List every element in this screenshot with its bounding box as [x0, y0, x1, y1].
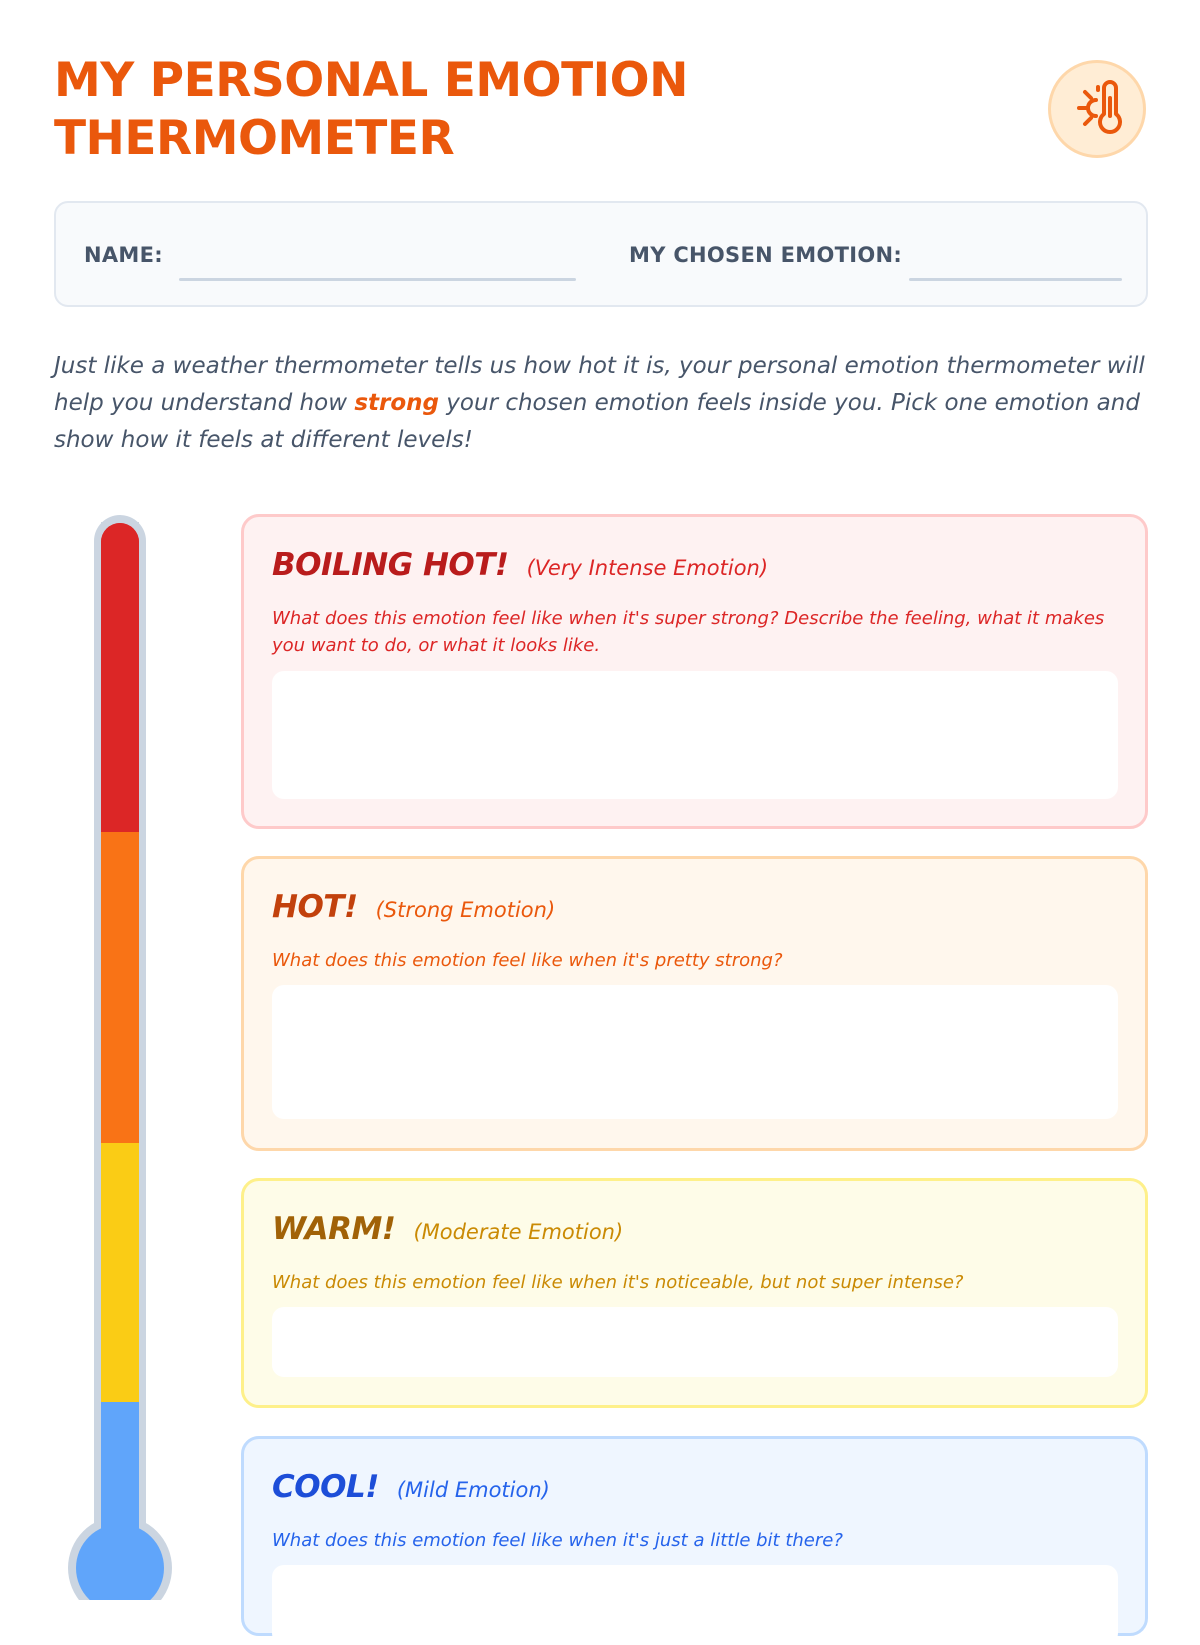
level-card-warm: [241, 1178, 1148, 1408]
thermometer-sun-icon: [1066, 78, 1128, 140]
thermometer-segment-hot: [101, 832, 139, 1145]
level-question: What does this emotion feel like when it's super strong? Describe the feeling, what it makes you want to do, or what it looks like.: [272, 608, 1105, 656]
chosen-emotion-label: MY CHOSEN EMOTION:: [629, 243, 903, 267]
level-subtitle: (Moderate Emotion): [413, 1220, 624, 1244]
thermometer-segment-boiling: [101, 522, 139, 834]
answer-box-warm[interactable]: [272, 1307, 1118, 1377]
level-heading: [272, 547, 768, 583]
level-subtitle: (Strong Emotion): [375, 898, 556, 922]
level-heading: [272, 889, 555, 925]
answer-box-hot[interactable]: [272, 985, 1118, 1119]
level-card-hot: [241, 856, 1148, 1151]
thermometer-badge: [1048, 60, 1146, 158]
level-question: What does this emotion feel like when it's just a little bit there?: [272, 1530, 843, 1551]
page-title: MY PERSONAL EMOTION THERMOMETER: [54, 53, 688, 166]
level-title: BOILING HOT!: [272, 547, 509, 583]
level-heading: [272, 1469, 550, 1505]
level-title: COOL!: [272, 1469, 379, 1505]
name-field[interactable]: [179, 278, 576, 281]
intro-paragraph: [54, 348, 1154, 459]
level-heading: [272, 1211, 623, 1247]
chosen-emotion-field[interactable]: [909, 278, 1122, 281]
thermometer-segment-cool: [101, 1402, 139, 1572]
level-subtitle: (Mild Emotion): [396, 1478, 550, 1502]
level-card-cool: [241, 1436, 1148, 1636]
level-subtitle: (Very Intense Emotion): [526, 556, 769, 580]
answer-box-cool[interactable]: [272, 1565, 1118, 1645]
student-info-box: [54, 201, 1148, 307]
thermometer-segment-warm: [101, 1143, 139, 1404]
level-question: What does this emotion feel like when it's pretty strong?: [272, 950, 783, 971]
intro-text-start: Just like a weather thermometer tells us how hot it is, your personal emotion thermometer will help you understand how: [54, 353, 1145, 416]
level-card-boiling-hot: [241, 514, 1148, 829]
name-label: NAME:: [84, 243, 163, 267]
level-question: What does this emotion feel like when it's noticeable, but not super intense?: [272, 1272, 964, 1293]
emotion-thermometer: [0, 510, 200, 1600]
intro-emphasis: strong: [354, 390, 439, 416]
answer-box-boiling-hot[interactable]: [272, 671, 1118, 799]
intro-text-end: your chosen emotion feels inside you. Pick one emotion and show how it feels at different levels!: [54, 390, 1140, 453]
level-title: HOT!: [272, 889, 358, 925]
level-title: WARM!: [272, 1211, 396, 1247]
